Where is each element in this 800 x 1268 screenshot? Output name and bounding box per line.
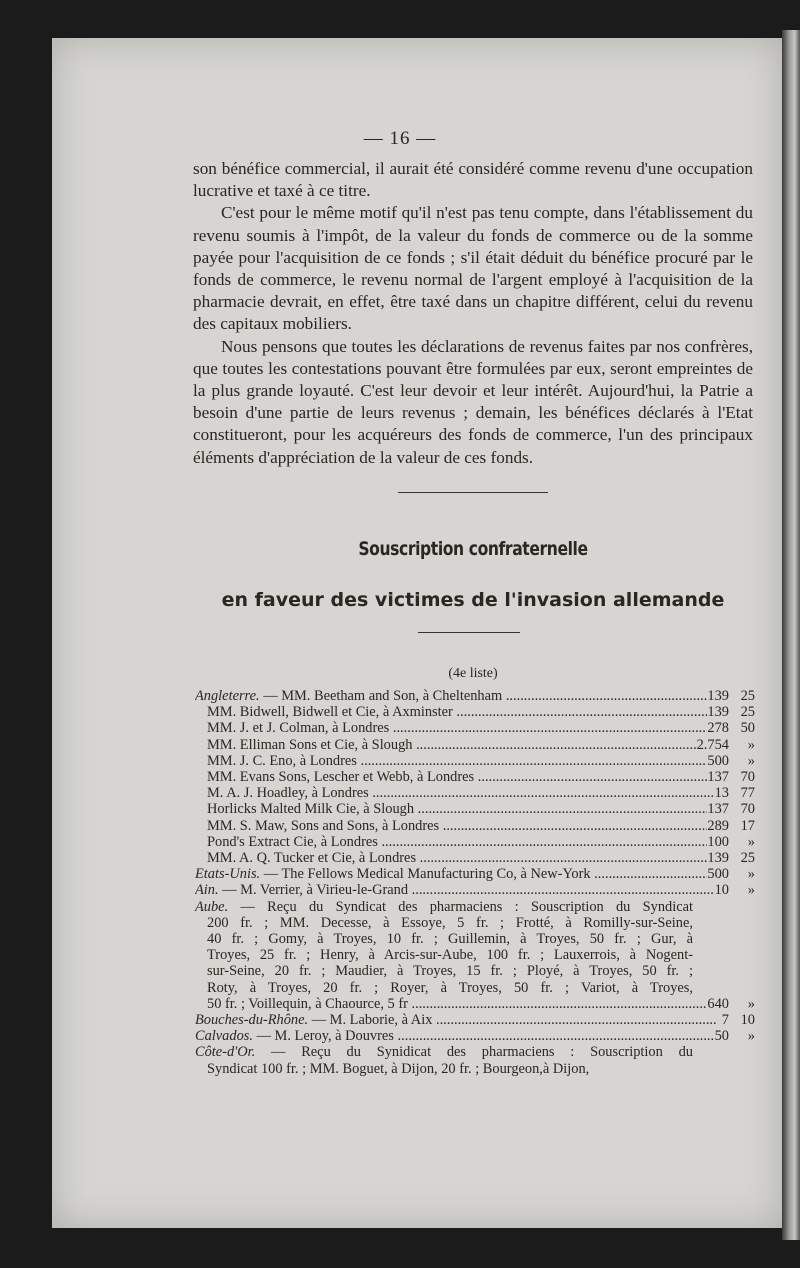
entry-line: sur-Seine, 20 fr. ; Maudier, à Troyes, 15 fr. ; Ployé, à Troyes, 50 fr. ; (207, 963, 693, 980)
list-entry (195, 850, 755, 866)
list-entry (195, 704, 755, 720)
entry-text: Calvados. — M. Leroy, à Douvres ..... (195, 1028, 714, 1044)
entry-amount: 7 10 (721, 1012, 755, 1029)
entry-amount: 289 17 (707, 817, 755, 834)
entry-line: Roty, à Troyes, 20 fr. ; Royer, à Troyes, 50 fr. ; Variot, à Troyes, (207, 979, 693, 996)
entry-line: 200 fr. ; MM. Decesse, à Essoye, 5 fr. ; Frotté, à Romilly-sur-Seine, (207, 914, 693, 931)
list-entry (195, 769, 755, 785)
entry-text: MM. S. Maw, Sons and Sons, à Londres ..... (195, 818, 707, 834)
entry-amount: 10 » (714, 882, 755, 899)
entry-text: MM. J. et J. Colman, à Londres ..... (195, 720, 707, 736)
entry-region: Angleterre. (195, 688, 260, 704)
list-entry (195, 688, 755, 704)
entry-amount: 50 » (714, 1028, 755, 1045)
paragraph-1: son bénéfice commercial, il aurait été considéré comme revenu d'une occupation lucrative et taxé à ce titre. (193, 159, 753, 201)
section-title: Souscription confraternelle (358, 538, 588, 560)
list-number: (4e liste) (448, 666, 498, 681)
entry-region: Aube. (195, 898, 229, 915)
list-entry (195, 753, 755, 769)
list-entry (195, 866, 755, 882)
title-underline (418, 632, 520, 633)
subscription-list (195, 688, 755, 1077)
entry-text: Ain. — M. Verrier, à Virieu-le-Grand ..... (195, 882, 715, 898)
entry-amount: 137 70 (707, 769, 755, 786)
entry-text: MM. Evans Sons, Lescher et Webb, à Londres ..... (195, 769, 707, 785)
entry-amount: 500 » (707, 752, 755, 769)
entry-amount: 139 25 (707, 704, 755, 721)
entry-amount: 2.754 » (696, 736, 755, 753)
entry-amount: 100 » (707, 833, 755, 850)
article-text (193, 158, 753, 469)
entry-amount: 137 70 (707, 801, 755, 818)
entry-text: Horlicks Malted Milk Cie, à Slough ..... (195, 801, 707, 817)
paragraph-3: Nous pensons que toutes les déclarations de revenus faites par nos confrères, que toutes les contestations pouvant être formulées par eux, seront empreintes de la plus grande loyauté. C'est leur devoir et leur intérêt. Aujourd'hui, la Patrie a besoin d'une partie de leurs revenus ; demain, les bénéfices déclarés à l'Etat constitueront, pour les acquéreurs des fonds de commerce, l'un des principaux éléments d'appréciation de la valeur de ces fonds. (193, 336, 753, 467)
entry-amount: 139 25 (707, 850, 755, 867)
list-entry-cote-dor (195, 1044, 755, 1076)
section-subtitle: en faveur des victimes de l'invasion allemande (221, 589, 725, 611)
list-entry (195, 882, 755, 898)
entry-text: Etats-Unis. — The Fellows Medical Manufacturing Co, à New-York ..... (195, 866, 707, 882)
list-entry (195, 1012, 755, 1028)
section-divider (398, 492, 548, 493)
entry-amount: 640 » (707, 995, 755, 1012)
entry-amount: 278 50 (707, 720, 755, 737)
entry-amount: 13 77 (714, 785, 755, 802)
list-entry (195, 818, 755, 834)
entry-line: Troyes, 25 fr. ; Henry, à Arcis-sur-Aube, 100 fr. ; Lauxerrois, à Nogent- (207, 947, 693, 964)
list-entry (195, 720, 755, 736)
entry-text: — Reçu du Syndicat des pharmaciens : Souscription du Syndicat (228, 898, 693, 915)
entry-region: Etats-Unis. (195, 866, 261, 883)
entry-line: Syndicat 100 fr. ; MM. Boguet, à Dijon, 20 fr. ; Bourgeon,à Dijon, (207, 1060, 590, 1077)
paragraph-2: C'est pour le même motif qu'il n'est pas tenu compte, dans l'établissement du revenu soumis à l'impôt, de la valeur du fonds de commerce ou de la somme payée pour l'acquisition de ce fonds ; s'il était déduit du bénéfice procuré par le fonds de commerce, le revenu normal de l'argent employé à l'acquisition de la pharmacie devrait, en effet, être taxé dans un chapitre différent, celui du revenu des capitaux mobiliers. (193, 203, 753, 334)
entry-text: MM. A. Q. Tucker et Cie, à Londres ..... (195, 850, 707, 866)
list-entry (195, 801, 755, 817)
list-entry (195, 834, 755, 850)
list-entry (195, 1028, 755, 1044)
list-entry (195, 737, 755, 753)
entry-region: Calvados. (195, 1028, 253, 1045)
page-number: — 16 — (363, 128, 437, 149)
entry-text: M. A. J. Hoadley, à Londres ..... (195, 785, 713, 801)
entry-region: Côte-d'Or. (195, 1044, 256, 1061)
entry-region: Bouches-du-Rhône. (195, 1012, 309, 1029)
entry-text: MM. Bidwell, Bidwell et Cie, à Axminster ..... (195, 704, 707, 720)
entry-text: Bouches-du-Rhône. — M. Laborie, à Aix ..... (195, 1012, 716, 1028)
entry-text: MM. Elliman Sons et Cie, à Slough ..... (195, 737, 697, 753)
entry-amount: 139 25 (707, 688, 755, 704)
entry-text: 50 fr. ; Voillequin, à Chaource, 5 fr ..... (207, 996, 707, 1012)
list-entry-aube (195, 899, 755, 1012)
entry-region: Ain. (195, 882, 219, 899)
entry-text: MM. J. C. Eno, à Londres ..... (195, 753, 707, 769)
entry-text: — Reçu du Synidicat des pharmaciens : Souscription du (255, 1044, 693, 1061)
entry-line: 40 fr. ; Gomy, à Troyes, 10 fr. ; Guillemin, à Troyes, 50 fr. ; Gur, à (207, 931, 693, 948)
entry-text: Pond's Extract Cie, à Londres ..... (195, 834, 707, 850)
entry-text: Angleterre. — MM. Beetham and Son, à Cheltenham ..... (195, 688, 707, 704)
book-edge (782, 30, 800, 1240)
list-entry (195, 785, 755, 801)
entry-amount: 500 » (707, 866, 755, 883)
